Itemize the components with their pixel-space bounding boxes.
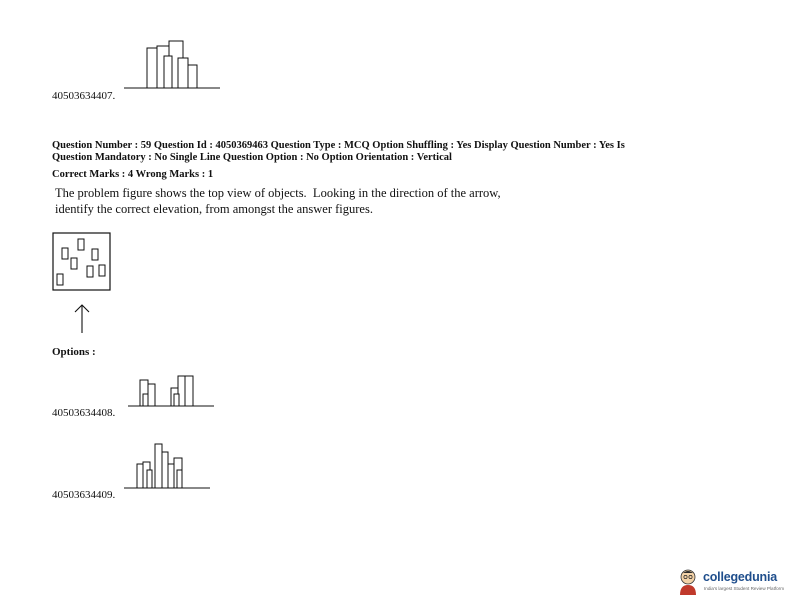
question-meta-line1: Question Number : 59 Question Id : 4050369463 Question Type : MCQ Option Shuffling : Yes Display Question Number : Yes Is xyxy=(52,140,625,151)
object xyxy=(71,258,77,269)
question-text-line2: identify the correct elevation, from amongst the answer figures. xyxy=(55,202,373,216)
bar xyxy=(162,452,168,488)
object xyxy=(87,266,93,277)
option-2-id[interactable]: 40503634409. xyxy=(52,489,116,501)
mascot-icon xyxy=(676,568,700,596)
option-1-figure xyxy=(128,370,214,410)
brand-tagline: India's largest Student Review Platform xyxy=(704,586,785,591)
option-1-id[interactable]: 40503634408. xyxy=(52,407,116,419)
bar xyxy=(174,394,179,406)
bar xyxy=(143,394,148,406)
object xyxy=(62,248,68,259)
brand-name: collegedunia xyxy=(703,570,778,584)
object xyxy=(92,249,98,260)
elevation-figure-option-1 xyxy=(128,370,214,410)
top-view-box xyxy=(52,232,112,292)
option-2-figure xyxy=(124,438,210,492)
bar xyxy=(137,464,143,488)
elevation-figure-option-2 xyxy=(124,438,210,492)
bar xyxy=(147,470,152,488)
elevation-figure-option-previous xyxy=(124,38,220,92)
bar xyxy=(147,48,157,88)
direction-arrow xyxy=(72,303,92,335)
question-text-line1: The problem figure shows the top view of objects. Looking in the direction of the arrow, xyxy=(55,186,501,200)
object xyxy=(78,239,84,250)
bar xyxy=(177,470,182,488)
object xyxy=(57,274,63,285)
collegedunia-watermark xyxy=(676,566,788,600)
object xyxy=(99,265,105,276)
up-arrow-icon xyxy=(72,303,92,335)
question-meta-line2: Question Mandatory : No Single Line Question Option : No Option Orientation : Vertical xyxy=(52,152,452,163)
bar xyxy=(185,376,193,406)
previous-option-figure xyxy=(124,38,220,92)
bar xyxy=(155,444,162,488)
previous-option-id: 40503634407. xyxy=(52,90,116,102)
question-marks: Correct Marks : 4 Wrong Marks : 1 xyxy=(52,169,214,180)
options-label: Options : xyxy=(52,346,96,358)
bar xyxy=(168,464,174,488)
bar xyxy=(178,58,188,88)
bar xyxy=(148,384,155,406)
bar xyxy=(164,56,172,88)
bar xyxy=(188,65,197,88)
problem-figure-top-view xyxy=(52,232,112,292)
